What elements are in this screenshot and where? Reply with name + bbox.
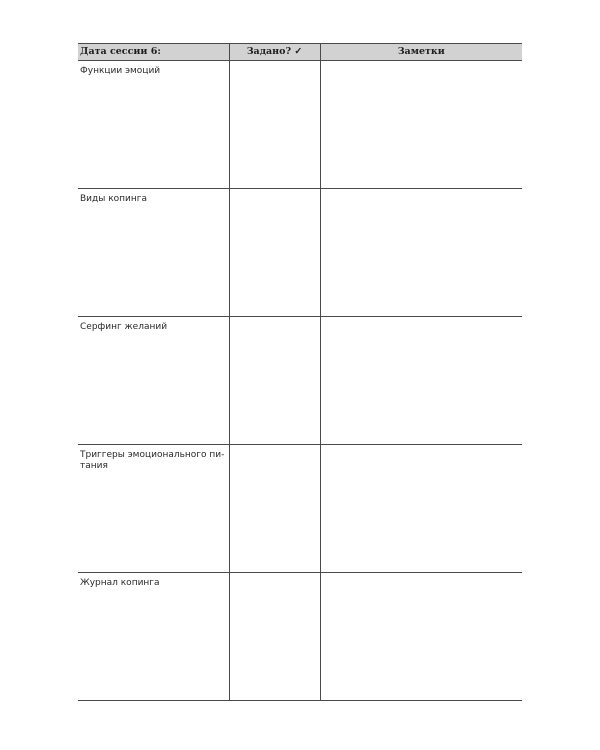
notes-cell[interactable] xyxy=(320,189,522,317)
notes-cell[interactable] xyxy=(320,445,522,573)
session-table xyxy=(78,43,522,701)
assigned-check-cell[interactable] xyxy=(229,445,320,573)
session-worksheet xyxy=(78,43,522,701)
topic-cell xyxy=(78,189,229,317)
table-row xyxy=(78,61,522,189)
column-header-notes: Заметки xyxy=(320,44,522,61)
notes-cell[interactable] xyxy=(320,61,522,189)
topic-cell xyxy=(78,445,229,573)
topic-label: Серфинг желаний xyxy=(80,322,168,332)
notes-cell[interactable] xyxy=(320,573,522,701)
topic-label: Триггеры эмоционального пи-тания xyxy=(80,450,225,471)
topic-label: Функции эмоций xyxy=(80,66,161,76)
assigned-check-cell[interactable] xyxy=(229,189,320,317)
table-row xyxy=(78,573,522,701)
column-header-assigned: Задано? ✓ xyxy=(229,44,320,61)
topic-label: Журнал копинга xyxy=(80,578,160,588)
table-row xyxy=(78,189,522,317)
notes-cell[interactable] xyxy=(320,317,522,445)
assigned-check-cell[interactable] xyxy=(229,61,320,189)
assigned-check-cell[interactable] xyxy=(229,573,320,701)
topic-label: Виды копинга xyxy=(80,194,148,204)
table-row xyxy=(78,317,522,445)
topic-cell xyxy=(78,573,229,701)
column-header-session-date: Дата сессии 6: xyxy=(78,44,229,61)
topic-cell xyxy=(78,317,229,445)
table-header-row xyxy=(78,44,522,61)
assigned-check-cell[interactable] xyxy=(229,317,320,445)
table-row xyxy=(78,445,522,573)
topic-cell xyxy=(78,61,229,189)
